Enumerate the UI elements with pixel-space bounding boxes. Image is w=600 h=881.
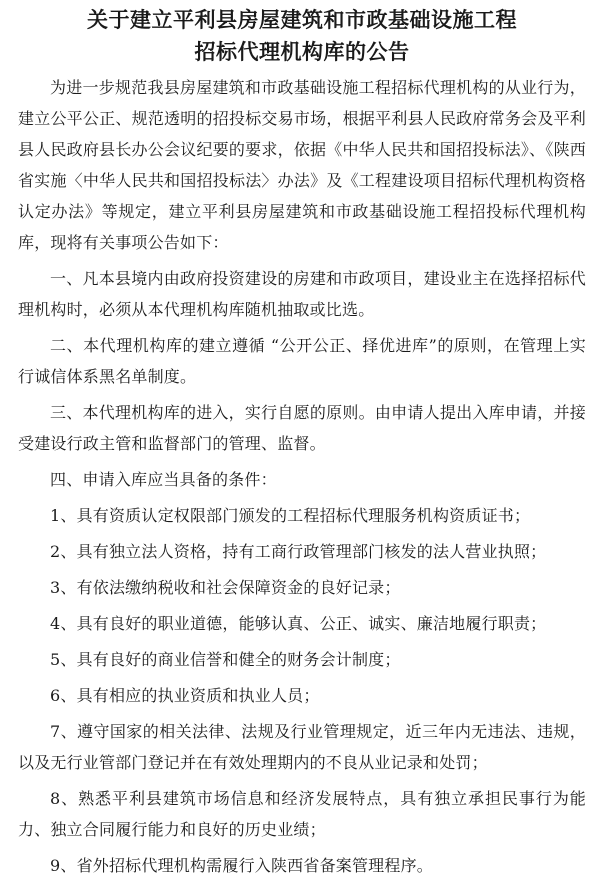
clause-1-paragraph: 一、凡本县境内由政府投资建设的房建和市政项目，建设业主在选择招标代理机构时，必须从本代理机构库随机抽取或比选。 bbox=[18, 269, 586, 319]
condition-1: 1、具有资质认定权限部门颁发的工程招标代理服务机构资质证书； bbox=[50, 506, 531, 525]
condition-8: 8、熟悉平利县建筑市场信息和经济发展特点，具有独立承担民事行为能力、独立合同履行能力和良好的历史业绩； bbox=[18, 789, 586, 839]
condition-4: 4、具有良好的职业道德，能够认真、公正、诚实、廉洁地履行职责； bbox=[50, 614, 547, 633]
condition-6: 6、具有相应的执业资质和执业人员； bbox=[50, 686, 320, 705]
clause-4-heading: 四、申请入库应当具备的条件： bbox=[50, 470, 277, 489]
condition-3: 3、有依法缴纳税收和社会保障资金的良好记录； bbox=[50, 578, 401, 597]
intro-paragraph: 为进一步规范我县房屋建筑和市政基础设施工程招标代理机构的从业行为，建立公平公正、规范透明的招投标交易市场，根据平利县人民政府常务会及平利县人民政府县长办公会议纪要的要求，依据《中华人民共和国招投标法》、《陕西省实施〈中华人民共和国招投标法〉办法》及《工程建设项目招标代理机构资格认定办法》等规定，建立平利县房屋建筑和市政基础设施工程招投标代理机构库，现将有关事项公告如下： bbox=[18, 78, 586, 252]
clause-3-paragraph: 三、本代理机构库的进入，实行自愿的原则。由申请人提出入库申请，并接受建设行政主管和监督部门的管理、监督。 bbox=[18, 403, 586, 453]
title-line-2: 招标代理机构库的公告 bbox=[194, 40, 410, 64]
document-title bbox=[18, 4, 586, 68]
condition-5: 5、具有良好的商业信誉和健全的财务会计制度； bbox=[50, 650, 401, 669]
condition-2: 2、具有独立法人资格，持有工商行政管理部门核发的法人营业执照； bbox=[50, 542, 547, 561]
condition-7: 7、遵守国家的相关法律、法规及行业管理规定，近三年内无违法、违规，以及无行业管部门登记并在有效处理期内的不良从业记录和处罚； bbox=[18, 722, 586, 772]
condition-9: 9、省外招标代理机构需履行入陕西省备案管理程序。 bbox=[50, 856, 433, 875]
clause-2-paragraph: 二、本代理机构库的建立遵循 “公开公正、择优进库”的原则，在管理上实行诚信体系黑名单制度。 bbox=[18, 336, 586, 386]
title-line-1: 关于建立平利县房屋建筑和市政基础设施工程 bbox=[87, 8, 517, 32]
